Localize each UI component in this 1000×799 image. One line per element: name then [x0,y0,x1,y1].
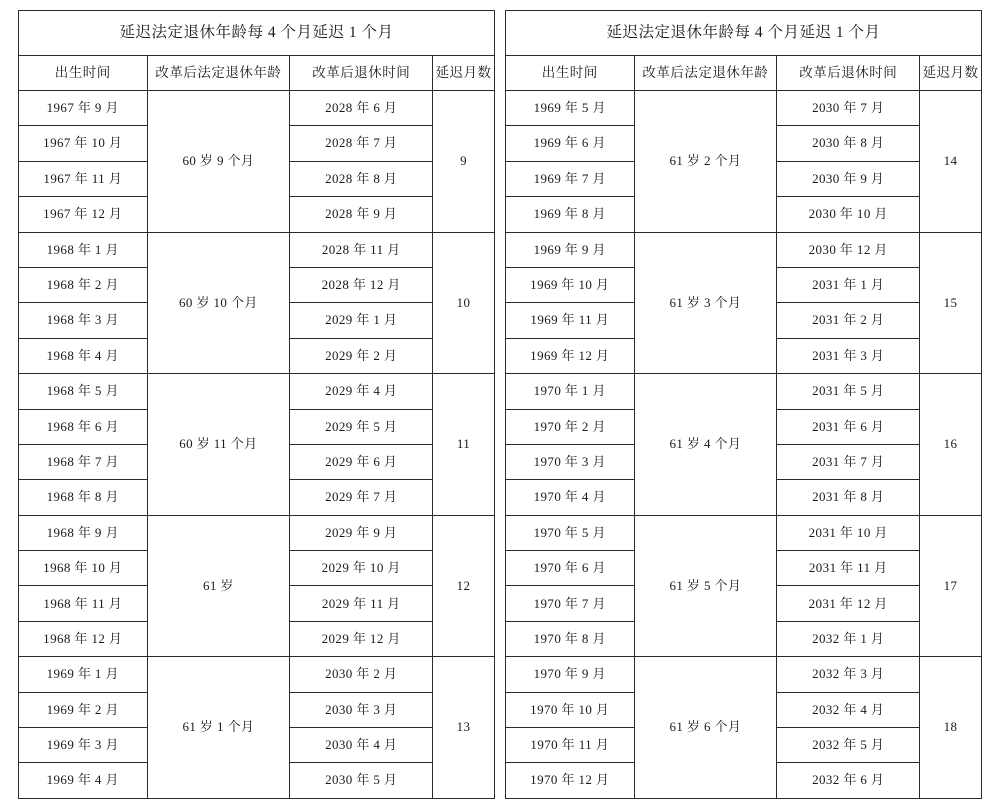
table-title: 延迟法定退休年龄每 4 个月延迟 1 个月 [506,11,982,56]
cell-delay-months: 16 [920,374,982,516]
table-row [19,515,495,550]
table-row [506,232,982,267]
cell-delay-months: 13 [433,657,495,799]
table-row [19,232,495,267]
cell-retirement-date: 2031 年 10 月 [777,515,920,550]
cell-birth-date: 1970 年 12 月 [506,763,635,798]
cell-retirement-date: 2030 年 10 月 [777,197,920,232]
cell-retirement-age: 60 岁 10 个月 [147,232,290,374]
cell-delay-months: 15 [920,232,982,374]
cell-birth-date: 1969 年 12 月 [506,338,635,373]
table-body-right [506,91,982,799]
cell-retirement-date: 2029 年 9 月 [290,515,433,550]
cell-birth-date: 1967 年 10 月 [19,126,148,161]
cell-retirement-age: 61 岁 6 个月 [634,657,777,799]
column-header-retirement-age: 改革后法定退休年龄 [634,56,777,91]
tables-container [18,10,982,788]
cell-retirement-date: 2029 年 5 月 [290,409,433,444]
cell-retirement-date: 2030 年 3 月 [290,692,433,727]
cell-retirement-age: 61 岁 4 个月 [634,374,777,516]
cell-birth-date: 1970 年 2 月 [506,409,635,444]
cell-birth-date: 1970 年 5 月 [506,515,635,550]
table-title: 延迟法定退休年龄每 4 个月延迟 1 个月 [19,11,495,56]
cell-retirement-date: 2028 年 7 月 [290,126,433,161]
cell-retirement-date: 2031 年 12 月 [777,586,920,621]
cell-retirement-date: 2029 年 2 月 [290,338,433,373]
cell-retirement-date: 2030 年 9 月 [777,161,920,196]
cell-birth-date: 1968 年 1 月 [19,232,148,267]
cell-retirement-age: 60 岁 9 个月 [147,91,290,233]
cell-retirement-age: 60 岁 11 个月 [147,374,290,516]
cell-retirement-date: 2030 年 5 月 [290,763,433,798]
cell-delay-months: 12 [433,515,495,657]
cell-birth-date: 1970 年 3 月 [506,444,635,479]
table-row [506,657,982,692]
cell-birth-date: 1970 年 8 月 [506,621,635,656]
cell-retirement-date: 2029 年 4 月 [290,374,433,409]
cell-retirement-date: 2029 年 12 月 [290,621,433,656]
cell-birth-date: 1970 年 6 月 [506,551,635,586]
cell-delay-months: 14 [920,91,982,233]
column-header-retirement-date: 改革后退休时间 [290,56,433,91]
cell-retirement-date: 2029 年 6 月 [290,444,433,479]
table-divider-gap [495,10,505,694]
cell-delay-months: 11 [433,374,495,516]
column-header-delay-months: 延迟月数 [920,56,982,91]
table-row [19,657,495,692]
cell-retirement-date: 2032 年 3 月 [777,657,920,692]
cell-retirement-date: 2031 年 11 月 [777,551,920,586]
column-header-birth: 出生时间 [19,56,148,91]
cell-retirement-date: 2031 年 2 月 [777,303,920,338]
cell-retirement-date: 2028 年 8 月 [290,161,433,196]
cell-retirement-date: 2031 年 1 月 [777,267,920,302]
cell-retirement-date: 2030 年 8 月 [777,126,920,161]
cell-delay-months: 10 [433,232,495,374]
cell-birth-date: 1968 年 7 月 [19,444,148,479]
cell-delay-months: 18 [920,657,982,799]
cell-retirement-date: 2029 年 10 月 [290,551,433,586]
column-header-birth: 出生时间 [506,56,635,91]
cell-birth-date: 1968 年 11 月 [19,586,148,621]
cell-retirement-date: 2032 年 6 月 [777,763,920,798]
cell-birth-date: 1967 年 9 月 [19,91,148,126]
table-row [19,91,495,126]
cell-birth-date: 1970 年 9 月 [506,657,635,692]
cell-birth-date: 1968 年 2 月 [19,267,148,302]
table-row [506,374,982,409]
cell-retirement-date: 2029 年 7 月 [290,480,433,515]
cell-retirement-date: 2031 年 3 月 [777,338,920,373]
cell-birth-date: 1969 年 7 月 [506,161,635,196]
cell-birth-date: 1969 年 4 月 [19,763,148,798]
cell-birth-date: 1968 年 3 月 [19,303,148,338]
cell-birth-date: 1969 年 10 月 [506,267,635,302]
cell-retirement-age: 61 岁 2 个月 [634,91,777,233]
cell-retirement-date: 2031 年 6 月 [777,409,920,444]
table-row [506,515,982,550]
table-row [506,91,982,126]
column-header-retirement-age: 改革后法定退休年龄 [147,56,290,91]
cell-retirement-date: 2031 年 7 月 [777,444,920,479]
column-header-retirement-date: 改革后退休时间 [777,56,920,91]
cell-retirement-date: 2028 年 6 月 [290,91,433,126]
cell-birth-date: 1968 年 4 月 [19,338,148,373]
cell-birth-date: 1969 年 3 月 [19,728,148,763]
cell-birth-date: 1969 年 9 月 [506,232,635,267]
cell-birth-date: 1968 年 12 月 [19,621,148,656]
cell-retirement-date: 2031 年 5 月 [777,374,920,409]
table-header-row [19,56,495,91]
cell-birth-date: 1968 年 5 月 [19,374,148,409]
left-table-panel [18,10,495,788]
cell-birth-date: 1969 年 1 月 [19,657,148,692]
table-row [19,374,495,409]
cell-birth-date: 1969 年 11 月 [506,303,635,338]
cell-birth-date: 1969 年 8 月 [506,197,635,232]
cell-birth-date: 1970 年 7 月 [506,586,635,621]
cell-retirement-date: 2028 年 9 月 [290,197,433,232]
cell-retirement-date: 2032 年 4 月 [777,692,920,727]
cell-retirement-date: 2030 年 4 月 [290,728,433,763]
right-table-panel [505,10,982,788]
cell-retirement-date: 2031 年 8 月 [777,480,920,515]
cell-retirement-age: 61 岁 5 个月 [634,515,777,657]
cell-retirement-age: 61 岁 [147,515,290,657]
cell-retirement-date: 2029 年 1 月 [290,303,433,338]
cell-birth-date: 1968 年 8 月 [19,480,148,515]
table-header-row [506,56,982,91]
cell-delay-months: 17 [920,515,982,657]
cell-birth-date: 1967 年 12 月 [19,197,148,232]
cell-birth-date: 1967 年 11 月 [19,161,148,196]
retirement-schedule-table-right [505,10,982,799]
cell-retirement-date: 2030 年 2 月 [290,657,433,692]
cell-birth-date: 1970 年 11 月 [506,728,635,763]
cell-birth-date: 1970 年 1 月 [506,374,635,409]
cell-birth-date: 1969 年 6 月 [506,126,635,161]
column-header-delay-months: 延迟月数 [433,56,495,91]
cell-delay-months: 9 [433,91,495,233]
cell-retirement-date: 2030 年 7 月 [777,91,920,126]
cell-birth-date: 1968 年 9 月 [19,515,148,550]
cell-retirement-age: 61 岁 3 个月 [634,232,777,374]
retirement-schedule-table-left [18,10,495,799]
cell-retirement-date: 2029 年 11 月 [290,586,433,621]
cell-retirement-date: 2030 年 12 月 [777,232,920,267]
cell-retirement-date: 2028 年 11 月 [290,232,433,267]
cell-retirement-date: 2028 年 12 月 [290,267,433,302]
table-title-row [506,11,982,56]
cell-birth-date: 1970 年 10 月 [506,692,635,727]
cell-retirement-date: 2032 年 5 月 [777,728,920,763]
cell-birth-date: 1970 年 4 月 [506,480,635,515]
table-title-row [19,11,495,56]
cell-retirement-age: 61 岁 1 个月 [147,657,290,799]
cell-birth-date: 1969 年 5 月 [506,91,635,126]
cell-birth-date: 1969 年 2 月 [19,692,148,727]
cell-birth-date: 1968 年 6 月 [19,409,148,444]
table-body-left [19,91,495,799]
cell-birth-date: 1968 年 10 月 [19,551,148,586]
cell-retirement-date: 2032 年 1 月 [777,621,920,656]
